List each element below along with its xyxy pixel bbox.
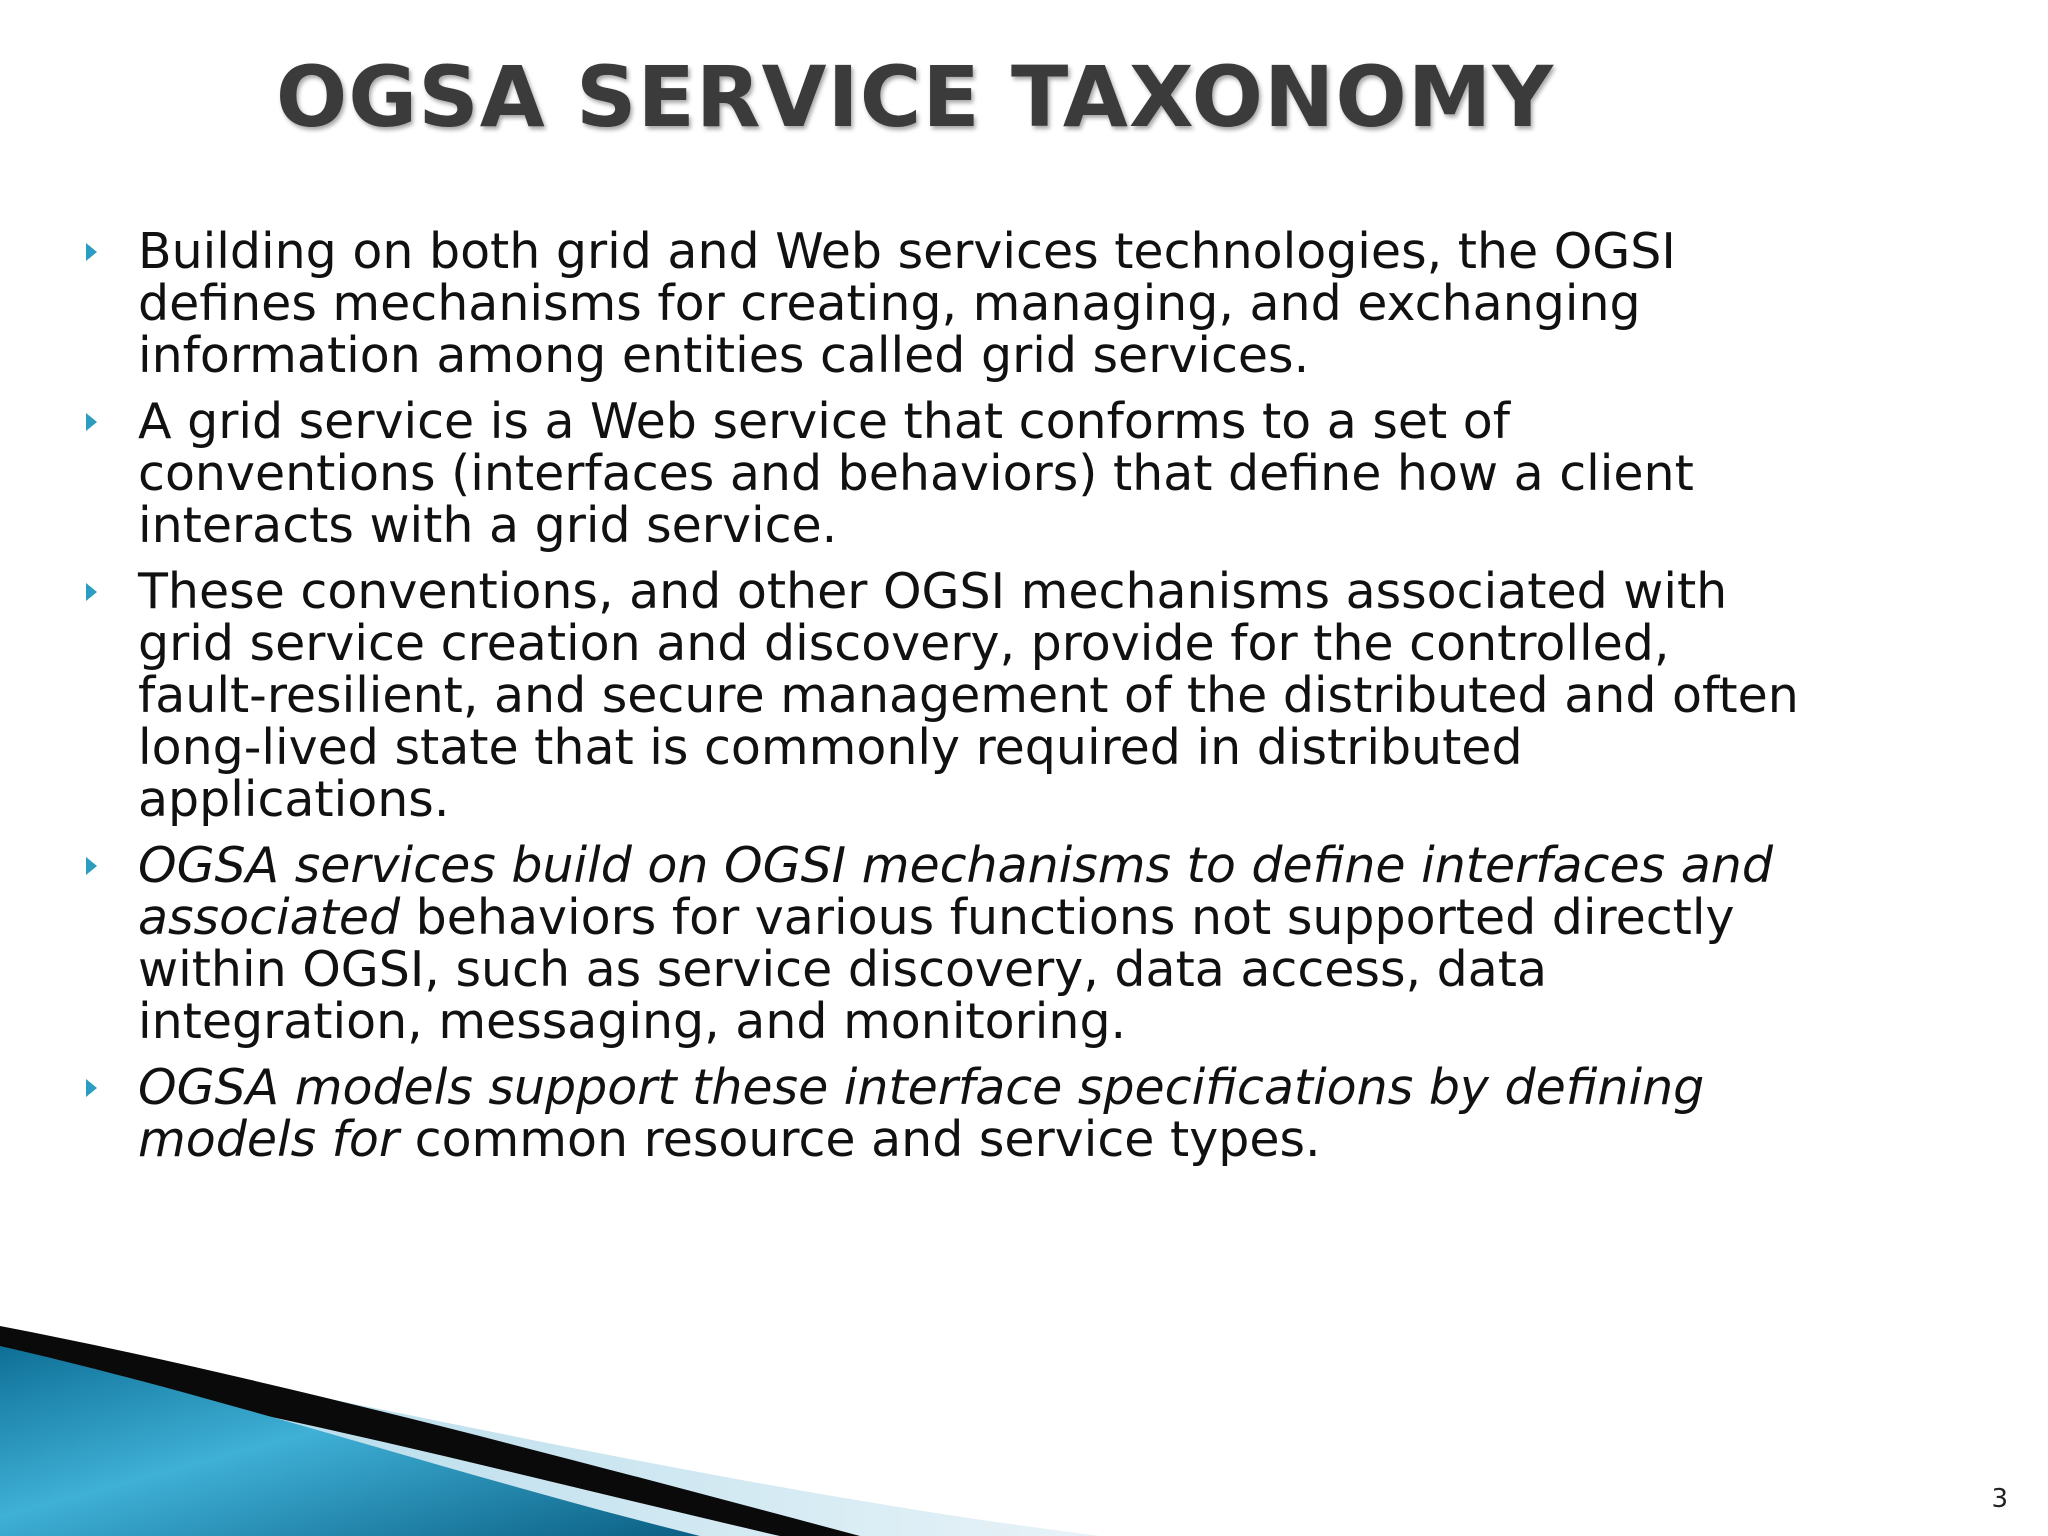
bullet-italic-text: OGSA models support these interface specifications by defining models for bbox=[138, 1059, 1705, 1168]
bullet-italic-text: OGSA services build on OGSI mechanisms to define interfaces and associated bbox=[138, 837, 1773, 946]
bullet-text: common resource and service types. bbox=[399, 1111, 1321, 1168]
bullet-arrow-icon bbox=[86, 243, 97, 261]
bullet-item bbox=[80, 1059, 1800, 1168]
bullet-arrow-icon bbox=[86, 1079, 97, 1097]
bullet-text: Building on both grid and Web services technologies, the OGSI defines mechanisms for creating, managing, and exchanging information among entities called grid services. bbox=[138, 223, 1676, 384]
slide-title: OGSA SERVICE TAXONOMY bbox=[275, 48, 1555, 146]
bullet-item bbox=[80, 223, 1800, 384]
bullet-item bbox=[80, 837, 1800, 1050]
page-number: 3 bbox=[1991, 1484, 2008, 1514]
bullet-arrow-icon bbox=[86, 857, 97, 875]
bullet-text: behaviors for various functions not supported directly within OGSI, such as service discovery, data access, data integration, messaging, and monitoring. bbox=[138, 889, 1735, 1050]
bullet-arrow-icon bbox=[86, 413, 97, 431]
bullet-item bbox=[80, 393, 1800, 554]
corner-swoosh-decoration bbox=[0, 1276, 1100, 1536]
bullet-text: These conventions, and other OGSI mechanisms associated with grid service creation and discovery, provide for the controlled, fault-resilient, and secure management of the distributed and often long-lived state that is commonly required in distributed applications. bbox=[138, 563, 1799, 828]
bullet-list bbox=[80, 223, 1800, 1180]
bullet-text: A grid service is a Web service that conforms to a set of conventions (interfaces and behaviors) that define how a client interacts with a grid service. bbox=[138, 393, 1694, 554]
bullet-item bbox=[80, 563, 1800, 828]
bullet-arrow-icon bbox=[86, 583, 97, 601]
